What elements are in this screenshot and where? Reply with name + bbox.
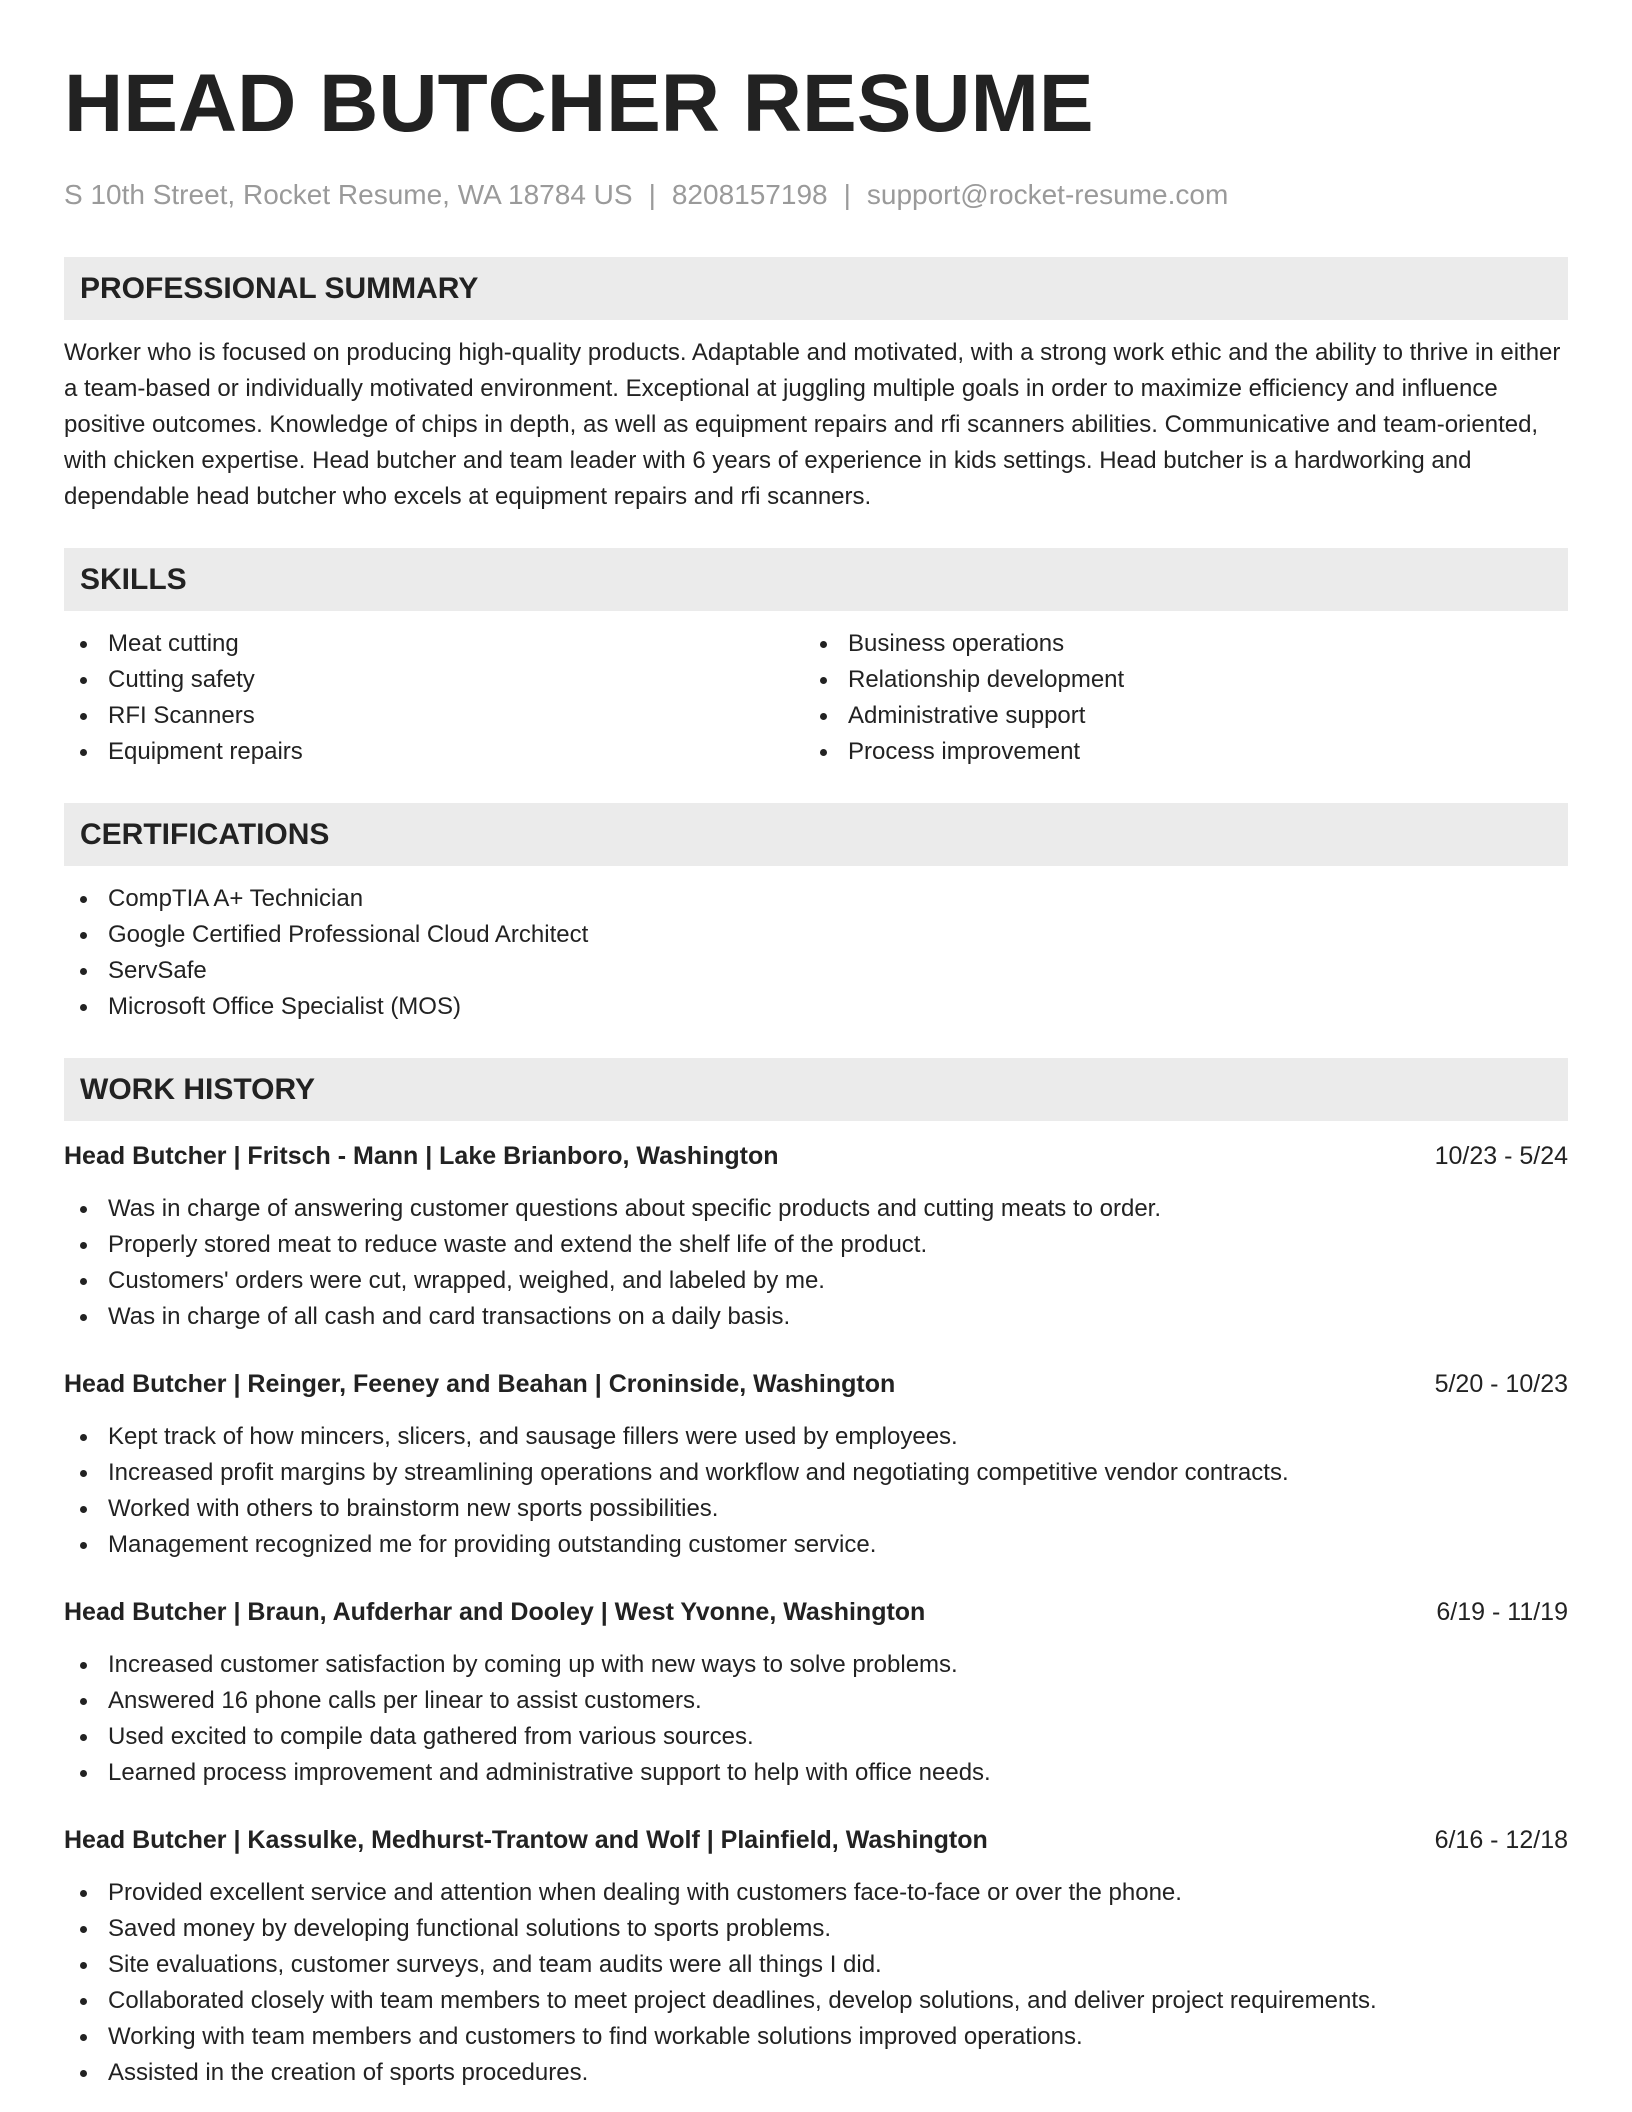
job-bullet-text: Collaborated closely with team members to meet project deadlines, develop solutions, and deliver project requirements. — [108, 1987, 1377, 2014]
skill-item — [64, 734, 804, 770]
resume-title: HEAD BUTCHER RESUME — [64, 58, 1094, 149]
job-bullet — [64, 1683, 1568, 1719]
bullet-icon — [820, 641, 827, 648]
certification-item — [64, 953, 1568, 989]
job-bullet — [64, 1227, 1568, 1263]
skills-right-column — [804, 626, 1544, 770]
job-title: Head Butcher | Fritsch - Mann | Lake Brianboro, Washington — [64, 1142, 779, 1170]
skill-item — [804, 734, 1544, 770]
job-bullet-text: Answered 16 phone calls per linear to assist customers. — [108, 1687, 702, 1714]
contact-line — [64, 178, 1568, 212]
job-title: Head Butcher | Braun, Aufderhar and Dooley | West Yvonne, Washington — [64, 1598, 926, 1626]
job-bullet-text: Learned process improvement and administrative support to help with office needs. — [108, 1759, 991, 1786]
job-header — [64, 1823, 1568, 1857]
job-dates: 6/19 - 11/19 — [1436, 1598, 1568, 1626]
job-bullet — [64, 1299, 1568, 1335]
certification-label: Google Certified Professional Cloud Architect — [108, 921, 589, 948]
skill-label: Relationship development — [848, 666, 1125, 693]
bullet-icon — [80, 1004, 87, 1011]
skill-label: Equipment repairs — [108, 738, 303, 765]
job-bullet-text: Was in charge of answering customer questions about specific products and cutting meats to order. — [108, 1195, 1161, 1222]
skills-left-column — [64, 626, 804, 770]
job-bullet-text: Assisted in the creation of sports procedures. — [108, 2059, 589, 2086]
skill-item — [64, 698, 804, 734]
skill-label: Business operations — [848, 630, 1065, 657]
skill-item — [64, 626, 804, 662]
bullet-icon — [80, 749, 87, 756]
job-bullet-text: Working with team members and customers to find workable solutions improved operations. — [108, 2023, 1083, 2050]
job-bullet — [64, 1191, 1568, 1227]
job-bullet-text: Kept track of how mincers, slicers, and sausage fillers were used by employees. — [108, 1423, 958, 1450]
bullet-icon — [80, 1734, 87, 1741]
job-bullet — [64, 1527, 1568, 1563]
skill-label: Administrative support — [848, 702, 1086, 729]
bullet-icon — [80, 932, 87, 939]
skill-item — [804, 662, 1544, 698]
bullet-icon — [80, 1770, 87, 1777]
job-bullet-text: Site evaluations, customer surveys, and team audits were all things I did. — [108, 1951, 882, 1978]
job-bullet — [64, 2019, 1568, 2055]
certifications-list — [64, 881, 1568, 1025]
job-title: Head Butcher | Reinger, Feeney and Beahan | Croninside, Washington — [64, 1370, 896, 1398]
job-header — [64, 1367, 1568, 1401]
skill-label: Cutting safety — [108, 666, 255, 693]
bullet-icon — [80, 968, 87, 975]
certification-label: ServSafe — [108, 957, 207, 984]
bullet-icon — [80, 677, 87, 684]
bullet-icon — [80, 2070, 87, 2077]
bullet-icon — [80, 1998, 87, 2005]
skill-item — [804, 698, 1544, 734]
job-bullet — [64, 1875, 1568, 1911]
job-bullet — [64, 1647, 1568, 1683]
job-bullet — [64, 1947, 1568, 1983]
certification-item — [64, 917, 1568, 953]
bullet-icon — [80, 1314, 87, 1321]
bullet-icon — [80, 713, 87, 720]
job-bullet-text: Properly stored meat to reduce waste and extend the shelf life of the product. — [108, 1231, 928, 1258]
job-bullet-text: Increased customer satisfaction by coming up with new ways to solve problems. — [108, 1651, 958, 1678]
skill-label: RFI Scanners — [108, 702, 255, 729]
bullet-icon — [80, 1506, 87, 1513]
bullet-icon — [80, 1278, 87, 1285]
summary-text: Worker who is focused on producing high-quality products. Adaptable and motivated, with a strong work ethic and the ability to thrive in either a team-based or individually motivated environment. Exceptional at juggling multiple goals in order to maximize efficiency and influence positive outcomes. Knowledge of chips in depth, as well as equipment repairs and rfi scanners abilities. Communicative and team-oriented, with chicken expertise. Head butcher and team leader with 6 years of experience in kids settings. Head butcher is a hardworking and dependable head butcher who excels at equipment repairs and rfi scanners. — [64, 339, 1561, 510]
bullet-icon — [820, 677, 827, 684]
certification-label: Microsoft Office Specialist (MOS) — [108, 993, 461, 1020]
certification-item — [64, 881, 1568, 917]
job-bullet-text: Increased profit margins by streamlining operations and workflow and negotiating competitive vendor contracts. — [108, 1459, 1289, 1486]
skill-label: Process improvement — [848, 738, 1081, 765]
job-bullet — [64, 1719, 1568, 1755]
job-bullets — [64, 1191, 1568, 1335]
contact-separator: | — [843, 179, 851, 210]
job-bullets — [64, 1875, 1568, 2091]
contact-address: S 10th Street, Rocket Resume, WA 18784 US — [64, 179, 633, 210]
certification-label: CompTIA A+ Technician — [108, 885, 364, 912]
bullet-icon — [80, 1434, 87, 1441]
job-bullet — [64, 1263, 1568, 1299]
skill-item — [804, 626, 1544, 662]
job-bullet-text: Saved money by developing functional solutions to sports problems. — [108, 1915, 832, 1942]
job-bullet-text: Customers' orders were cut, wrapped, weighed, and labeled by me. — [108, 1267, 825, 1294]
bullet-icon — [80, 1962, 87, 1969]
skills-heading: SKILLS — [64, 548, 1568, 611]
certifications-heading: CERTIFICATIONS — [64, 803, 1568, 866]
job-bullet-text: Provided excellent service and attention when dealing with customers face-to-face or over the phone. — [108, 1879, 1182, 1906]
bullet-icon — [80, 1470, 87, 1477]
job-bullet — [64, 1455, 1568, 1491]
job-bullet-text: Used excited to compile data gathered from various sources. — [108, 1723, 754, 1750]
job-bullet — [64, 1491, 1568, 1527]
job-title: Head Butcher | Kassulke, Medhurst-Trantow and Wolf | Plainfield, Washington — [64, 1826, 988, 1854]
contact-separator: | — [648, 179, 656, 210]
bullet-icon — [80, 1542, 87, 1549]
skill-item — [64, 662, 804, 698]
job-bullets — [64, 1647, 1568, 1791]
work-history-heading: WORK HISTORY — [64, 1058, 1568, 1121]
job-dates: 10/23 - 5/24 — [1434, 1142, 1568, 1170]
skills-grid — [64, 626, 1568, 770]
bullet-icon — [80, 1926, 87, 1933]
bullet-icon — [820, 749, 827, 756]
bullet-icon — [80, 1242, 87, 1249]
job-dates: 6/16 - 12/18 — [1434, 1826, 1568, 1854]
summary-heading: PROFESSIONAL SUMMARY — [64, 257, 1568, 320]
job-bullets — [64, 1419, 1568, 1563]
job-bullet — [64, 1911, 1568, 1947]
job-bullet-text: Worked with others to brainstorm new sports possibilities. — [108, 1495, 719, 1522]
job-bullet — [64, 2055, 1568, 2091]
bullet-icon — [80, 1206, 87, 1213]
bullet-icon — [820, 713, 827, 720]
job-dates: 5/20 - 10/23 — [1434, 1370, 1568, 1398]
contact-email[interactable]: support@rocket-resume.com — [866, 179, 1229, 210]
job-header — [64, 1595, 1568, 1629]
bullet-icon — [80, 641, 87, 648]
job-bullet-text: Was in charge of all cash and card transactions on a daily basis. — [108, 1303, 791, 1330]
bullet-icon — [80, 1662, 87, 1669]
certification-item — [64, 989, 1568, 1025]
bullet-icon — [80, 1890, 87, 1897]
job-header — [64, 1139, 1568, 1173]
bullet-icon — [80, 2034, 87, 2041]
job-bullet — [64, 1755, 1568, 1791]
skill-label: Meat cutting — [108, 630, 239, 657]
bullet-icon — [80, 896, 87, 903]
job-bullet — [64, 1419, 1568, 1455]
bullet-icon — [80, 1698, 87, 1705]
job-bullet-text: Management recognized me for providing outstanding customer service. — [108, 1531, 877, 1558]
contact-phone: 8208157198 — [671, 179, 828, 210]
job-bullet — [64, 1983, 1568, 2019]
